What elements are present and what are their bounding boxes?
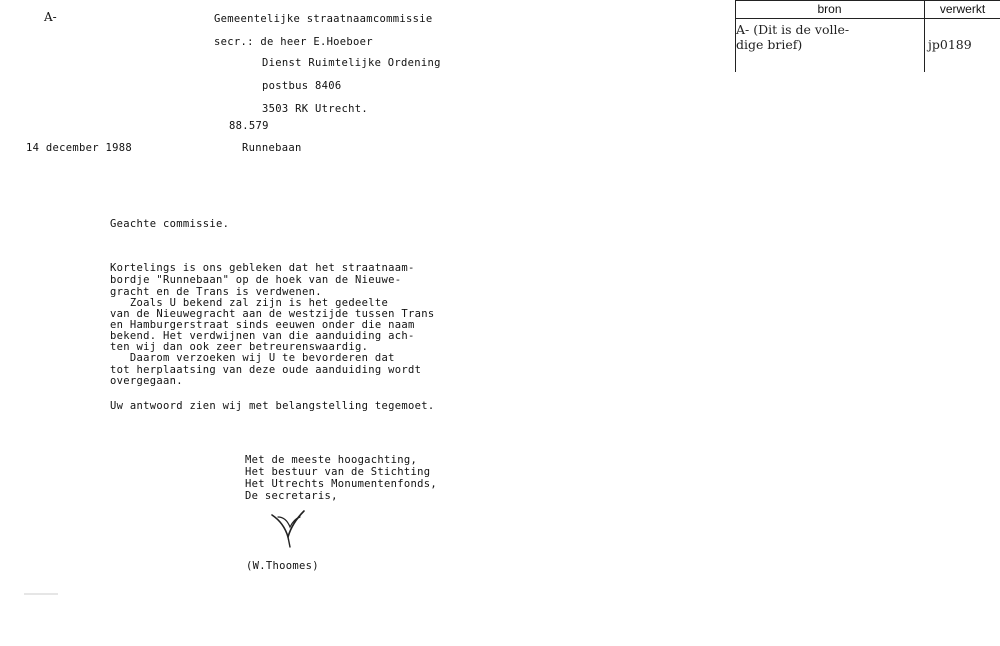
recipient-line-3: Dienst Ruimtelijke Ordening [262, 57, 441, 69]
letter-date: 14 december 1988 [26, 142, 132, 154]
closing-request: Uw antwoord zien wij met belangstelling tegemoet. [110, 400, 435, 412]
margin-mark: A- [44, 10, 57, 24]
scan-smudge [24, 593, 58, 595]
body-line: Kortelings is ons gebleken dat het straatnaam- [110, 262, 415, 274]
recipient-line-2: secr.: de heer E.Hoeboer [214, 36, 373, 48]
body-line: bordje "Runnebaan" op de hoek van de Nieuwe- [110, 274, 402, 286]
closing-line: Het bestuur van de Stichting [245, 466, 431, 478]
archive-table [735, 0, 1000, 72]
table-cell-bron-line-1: A- (Dit is de volle- [736, 22, 850, 37]
salutation: Geachte commissie. [110, 218, 230, 230]
body-line: Daarom verzoeken wij U te bevorderen dat [110, 352, 395, 364]
body-line: gracht en de Trans is verdwenen. [110, 286, 322, 298]
table-header-verwerkt: verwerkt [939, 2, 986, 16]
closing-line: De secretaris, [245, 490, 338, 502]
signature [266, 505, 316, 555]
letter-subject: Runnebaan [242, 142, 302, 154]
table-cell-verwerkt: jp0189 [928, 37, 972, 52]
signatory-name: (W.Thoomes) [246, 560, 319, 572]
table-cell-bron-line-2: dige brief) [736, 37, 803, 52]
body-line: ten wij dan ook zeer betreurenswaardig. [110, 341, 369, 353]
recipient-line-4: postbus 8406 [262, 80, 342, 92]
body-line: tot herplaatsing van deze oude aanduiding wordt [110, 364, 422, 376]
closing-line: Met de meeste hoogachting, [245, 454, 418, 466]
body-line: Zoals U bekend zal zijn is het gedeelte [110, 297, 389, 309]
body-line: en Hamburgerstraat sinds eeuwen onder die naam [110, 319, 415, 331]
table-header-bron: bron [817, 2, 842, 16]
body-line: van de Nieuwegracht aan de westzijde tussen Trans [110, 308, 435, 320]
body-line: overgegaan. [110, 375, 183, 387]
body-line: bekend. Het verdwijnen van die aanduiding ach- [110, 330, 415, 342]
reference-number: 88.579 [229, 120, 269, 132]
table-header-divider [735, 18, 1000, 19]
recipient-line-1: Gemeentelijke straatnaamcommissie [214, 13, 433, 25]
recipient-line-5: 3503 RK Utrecht. [262, 103, 368, 115]
table-border-top [735, 0, 1000, 1]
closing-line: Het Utrechts Monumentenfonds, [245, 478, 438, 490]
